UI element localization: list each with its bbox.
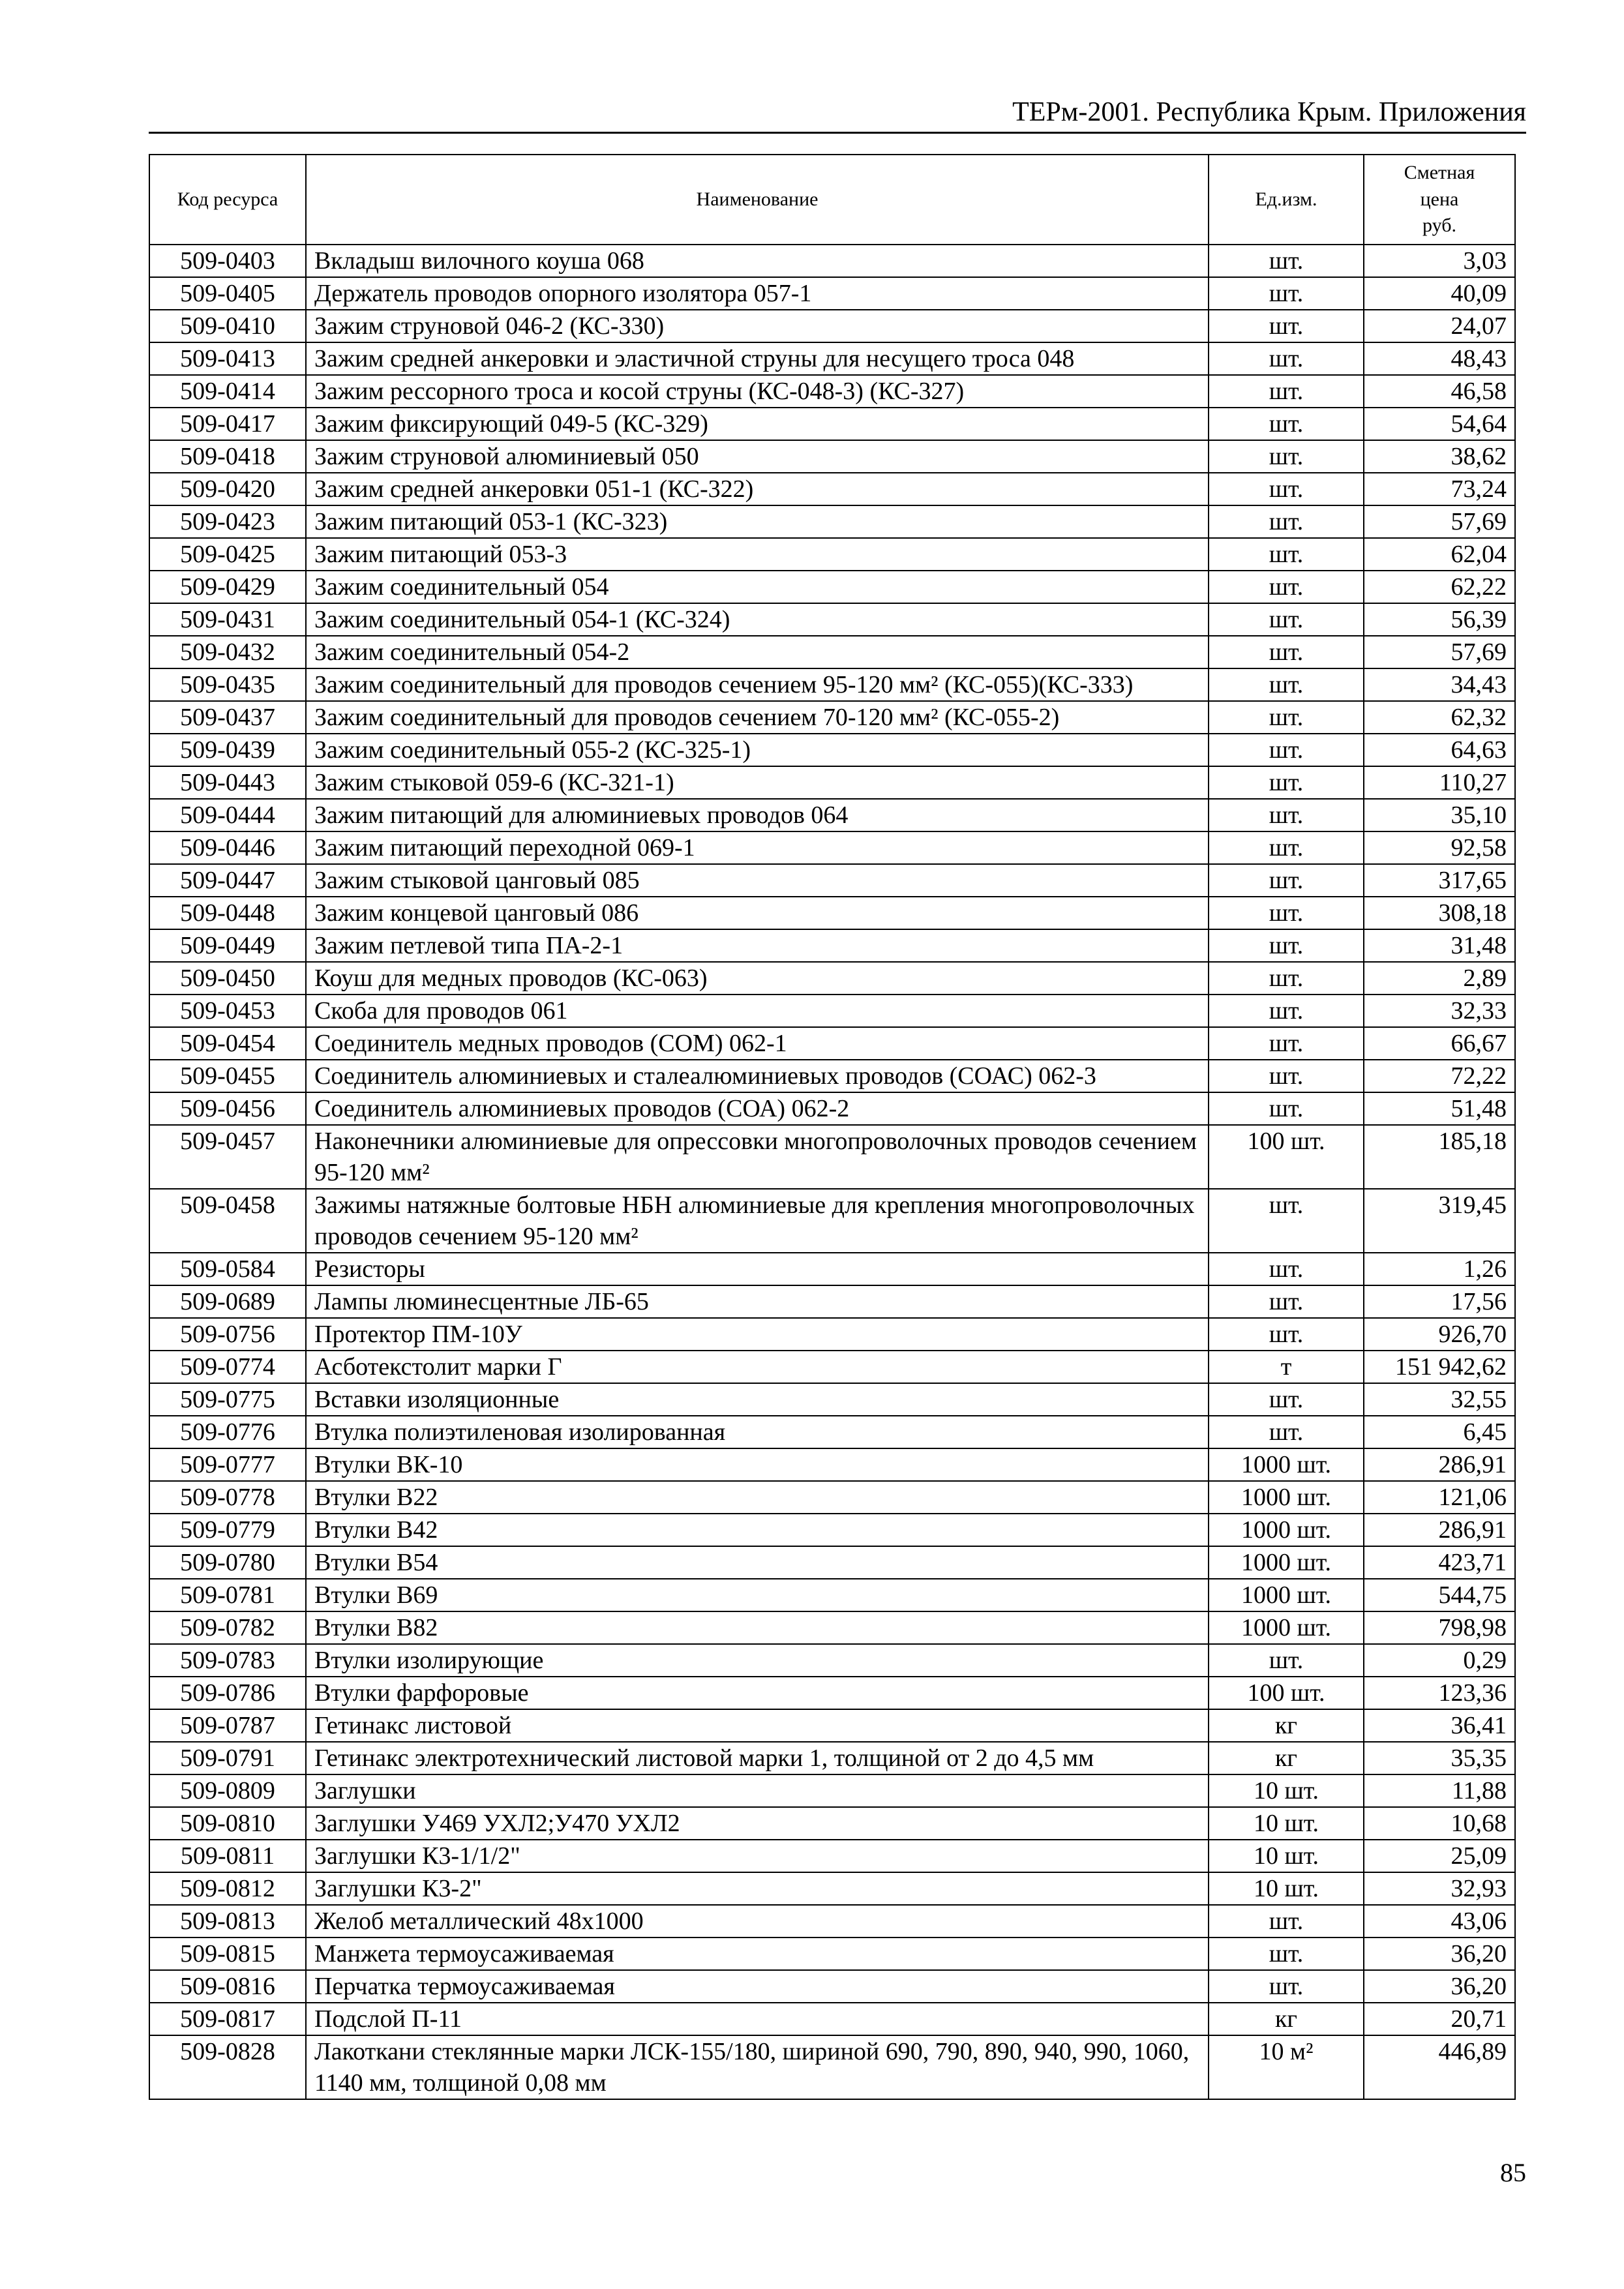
table-row (149, 668, 1515, 701)
unit-cell: 1000 шт. (1209, 1448, 1364, 1481)
resource-name-cell: Зажим питающий для алюминиевых проводов 064 (306, 799, 1209, 831)
resource-name-cell: Соединитель алюминиевых и сталеалюминиевых проводов (СОАС) 062-3 (306, 1060, 1209, 1092)
price-cell: 36,41 (1364, 1709, 1515, 1742)
table-row (149, 1611, 1515, 1644)
resource-name-cell: Заглушки У469 УХЛ2;У470 УХЛ2 (306, 1807, 1209, 1840)
unit-cell: шт. (1209, 897, 1364, 929)
unit-cell: шт. (1209, 1905, 1364, 1937)
unit-cell: 100 шт. (1209, 1677, 1364, 1709)
table-row (149, 1448, 1515, 1481)
price-cell: 6,45 (1364, 1416, 1515, 1448)
resource-name-cell: Втулки ВК-10 (306, 1448, 1209, 1481)
price-cell: 926,70 (1364, 1318, 1515, 1351)
resource-code-cell: 509-0779 (149, 1514, 306, 1546)
resource-name-cell: Гетинакс электротехнический листовой марки 1, толщиной от 2 до 4,5 мм (306, 1742, 1209, 1774)
table-header (149, 155, 1515, 245)
price-cell: 31,48 (1364, 929, 1515, 962)
unit-cell: 10 шт. (1209, 1840, 1364, 1872)
unit-cell: кг (1209, 1709, 1364, 1742)
resource-name-cell: Зажим питающий 053-3 (306, 538, 1209, 571)
price-cell: 32,55 (1364, 1383, 1515, 1416)
resource-name-cell: Гетинакс листовой (306, 1709, 1209, 1742)
price-cell: 38,62 (1364, 440, 1515, 473)
price-cell: 36,20 (1364, 1970, 1515, 2003)
resource-code-cell: 509-0783 (149, 1644, 306, 1677)
resource-code-cell: 509-0450 (149, 962, 306, 995)
resource-name-cell: Вставки изоляционные (306, 1383, 1209, 1416)
unit-cell: шт. (1209, 310, 1364, 342)
resource-code-cell: 509-0775 (149, 1383, 306, 1416)
table-row (149, 245, 1515, 277)
unit-cell: шт. (1209, 505, 1364, 538)
price-cell: 92,58 (1364, 831, 1515, 864)
unit-cell: шт. (1209, 1383, 1364, 1416)
table-row (149, 897, 1515, 929)
resource-code-cell: 509-0458 (149, 1189, 306, 1253)
resource-code-cell: 509-0435 (149, 668, 306, 701)
resource-name-cell: Лакоткани стеклянные марки ЛСК-155/180, шириной 690, 790, 890, 940, 990, 1060, 1140 мм, толщиной 0,08 мм (306, 2035, 1209, 2099)
table-row (149, 1416, 1515, 1448)
column-header-price: Сметная цена руб. (1364, 155, 1515, 245)
resource-name-cell: Заглушки К3-2" (306, 1872, 1209, 1905)
unit-cell: 100 шт. (1209, 1125, 1364, 1189)
resource-code-cell: 509-0453 (149, 995, 306, 1027)
resource-name-cell: Зажим фиксирующий 049-5 (КС-329) (306, 408, 1209, 440)
unit-cell: шт. (1209, 1970, 1364, 2003)
price-cell: 10,68 (1364, 1807, 1515, 1840)
table-row (149, 1774, 1515, 1807)
unit-cell: шт. (1209, 571, 1364, 603)
resource-code-cell: 509-0403 (149, 245, 306, 277)
resource-code-cell: 509-0815 (149, 1937, 306, 1970)
unit-cell: шт. (1209, 277, 1364, 310)
table-row (149, 734, 1515, 766)
resource-code-cell: 509-0417 (149, 408, 306, 440)
unit-cell: шт. (1209, 766, 1364, 799)
resource-name-cell: Желоб металлический 48х1000 (306, 1905, 1209, 1937)
resource-code-cell: 509-0584 (149, 1253, 306, 1285)
resource-code-cell: 509-0810 (149, 1807, 306, 1840)
resource-name-cell: Протектор ПМ-10У (306, 1318, 1209, 1351)
resource-code-cell: 509-0447 (149, 864, 306, 897)
unit-cell: шт. (1209, 1416, 1364, 1448)
table-row (149, 1027, 1515, 1060)
resource-price-table (149, 154, 1516, 2100)
resource-code-cell: 509-0787 (149, 1709, 306, 1742)
resource-name-cell: Зажим петлевой типа ПА-2-1 (306, 929, 1209, 962)
unit-cell: шт. (1209, 995, 1364, 1027)
unit-cell: шт. (1209, 1644, 1364, 1677)
resource-name-cell: Асботекстолит марки Г (306, 1351, 1209, 1383)
resource-name-cell: Зажим соединительный 054-2 (306, 636, 1209, 668)
unit-cell: шт. (1209, 962, 1364, 995)
price-cell: 317,65 (1364, 864, 1515, 897)
price-cell: 32,33 (1364, 995, 1515, 1027)
unit-cell: шт. (1209, 864, 1364, 897)
resource-name-cell: Манжета термоусаживаемая (306, 1937, 1209, 1970)
unit-cell: шт. (1209, 538, 1364, 571)
resource-name-cell: Зажим питающий 053-1 (КС-323) (306, 505, 1209, 538)
resource-name-cell: Коуш для медных проводов (КС-063) (306, 962, 1209, 995)
unit-cell: шт. (1209, 408, 1364, 440)
table-row (149, 408, 1515, 440)
unit-cell: 10 шт. (1209, 1807, 1364, 1840)
table-row (149, 1677, 1515, 1709)
price-cell: 57,69 (1364, 636, 1515, 668)
price-cell: 20,71 (1364, 2003, 1515, 2035)
price-cell: 40,09 (1364, 277, 1515, 310)
resource-name-cell: Зажимы натяжные болтовые НБН алюминиевые для крепления многопроволочных проводов сечением 95-120 мм² (306, 1189, 1209, 1253)
price-cell: 25,09 (1364, 1840, 1515, 1872)
table-row (149, 603, 1515, 636)
table-row (149, 962, 1515, 995)
resource-code-cell: 509-0455 (149, 1060, 306, 1092)
resource-name-cell: Втулки В22 (306, 1481, 1209, 1514)
table-row (149, 1709, 1515, 1742)
unit-cell: т (1209, 1351, 1364, 1383)
table-row (149, 1970, 1515, 2003)
price-cell: 35,10 (1364, 799, 1515, 831)
resource-name-cell: Зажим соединительный для проводов сечением 95-120 мм² (КС-055)(КС-333) (306, 668, 1209, 701)
unit-cell: 1000 шт. (1209, 1579, 1364, 1611)
unit-cell: шт. (1209, 831, 1364, 864)
price-cell: 11,88 (1364, 1774, 1515, 1807)
table-row (149, 310, 1515, 342)
table-row (149, 1285, 1515, 1318)
unit-cell: шт. (1209, 799, 1364, 831)
price-cell: 17,56 (1364, 1285, 1515, 1318)
column-header-code: Код ресурса (149, 155, 306, 245)
unit-cell: шт. (1209, 1937, 1364, 1970)
price-cell: 62,32 (1364, 701, 1515, 734)
price-cell: 308,18 (1364, 897, 1515, 929)
unit-cell: шт. (1209, 668, 1364, 701)
resource-name-cell: Втулки В54 (306, 1546, 1209, 1579)
resource-code-cell: 509-0774 (149, 1351, 306, 1383)
table-body (149, 245, 1515, 2099)
resource-code-cell: 509-0756 (149, 1318, 306, 1351)
unit-cell: шт. (1209, 1318, 1364, 1351)
unit-cell: 10 м² (1209, 2035, 1364, 2099)
resource-code-cell: 509-0414 (149, 375, 306, 408)
price-cell: 73,24 (1364, 473, 1515, 505)
resource-name-cell: Заглушки К3-1/1/2" (306, 1840, 1209, 1872)
table-row (149, 1742, 1515, 1774)
resource-code-cell: 509-0423 (149, 505, 306, 538)
resource-name-cell: Зажим средней анкеровки 051-1 (КС-322) (306, 473, 1209, 505)
resource-code-cell: 509-0429 (149, 571, 306, 603)
resource-code-cell: 509-0778 (149, 1481, 306, 1514)
unit-cell: шт. (1209, 473, 1364, 505)
price-cell: 2,89 (1364, 962, 1515, 995)
resource-name-cell: Резисторы (306, 1253, 1209, 1285)
resource-code-cell: 509-0776 (149, 1416, 306, 1448)
resource-code-cell: 509-0781 (149, 1579, 306, 1611)
unit-cell: шт. (1209, 734, 1364, 766)
resource-code-cell: 509-0446 (149, 831, 306, 864)
resource-code-cell: 509-0811 (149, 1840, 306, 1872)
resource-name-cell: Перчатка термоусаживаемая (306, 1970, 1209, 2003)
table-row (149, 799, 1515, 831)
table-row (149, 1125, 1515, 1189)
table-row (149, 929, 1515, 962)
table-row (149, 636, 1515, 668)
price-cell: 123,36 (1364, 1677, 1515, 1709)
resource-code-cell: 509-0413 (149, 342, 306, 375)
resource-name-cell: Втулки В82 (306, 1611, 1209, 1644)
resource-code-cell: 509-0817 (149, 2003, 306, 2035)
resource-code-cell: 509-0780 (149, 1546, 306, 1579)
unit-cell: 1000 шт. (1209, 1514, 1364, 1546)
resource-name-cell: Втулка полиэтиленовая изолированная (306, 1416, 1209, 1448)
table-row (149, 538, 1515, 571)
resource-name-cell: Зажим стыковой 059-6 (КС-321-1) (306, 766, 1209, 799)
resource-code-cell: 509-0813 (149, 1905, 306, 1937)
price-cell: 34,43 (1364, 668, 1515, 701)
page-header-title: ТЕРм-2001. Республика Крым. Приложения (1012, 97, 1526, 127)
table-row (149, 1318, 1515, 1351)
resource-name-cell: Заглушки (306, 1774, 1209, 1807)
resource-code-cell: 509-0456 (149, 1092, 306, 1125)
resource-code-cell: 509-0405 (149, 277, 306, 310)
resource-name-cell: Зажим соединительный 054 (306, 571, 1209, 603)
unit-cell: шт. (1209, 1189, 1364, 1253)
resource-code-cell: 509-0454 (149, 1027, 306, 1060)
price-cell: 544,75 (1364, 1579, 1515, 1611)
unit-cell: шт. (1209, 1285, 1364, 1318)
table-row (149, 571, 1515, 603)
table-row (149, 342, 1515, 375)
resource-name-cell: Зажим струновой 046-2 (КС-330) (306, 310, 1209, 342)
resource-name-cell: Втулки В69 (306, 1579, 1209, 1611)
unit-cell: шт. (1209, 375, 1364, 408)
unit-cell: 1000 шт. (1209, 1481, 1364, 1514)
resource-price-table-container (149, 154, 1514, 2100)
price-cell: 72,22 (1364, 1060, 1515, 1092)
table-row (149, 440, 1515, 473)
resource-name-cell: Зажим рессорного троса и косой струны (КС-048-3) (КС-327) (306, 375, 1209, 408)
price-cell: 62,22 (1364, 571, 1515, 603)
resource-code-cell: 509-0439 (149, 734, 306, 766)
price-cell: 286,91 (1364, 1514, 1515, 1546)
table-row (149, 505, 1515, 538)
resource-code-cell: 509-0828 (149, 2035, 306, 2099)
price-cell: 423,71 (1364, 1546, 1515, 1579)
price-cell: 62,04 (1364, 538, 1515, 571)
table-row (149, 2003, 1515, 2035)
unit-cell: шт. (1209, 636, 1364, 668)
unit-cell: кг (1209, 1742, 1364, 1774)
price-cell: 54,64 (1364, 408, 1515, 440)
resource-code-cell: 509-0782 (149, 1611, 306, 1644)
price-cell: 43,06 (1364, 1905, 1515, 1937)
price-cell: 51,48 (1364, 1092, 1515, 1125)
table-row (149, 1253, 1515, 1285)
resource-code-cell: 509-0786 (149, 1677, 306, 1709)
resource-name-cell: Втулки В42 (306, 1514, 1209, 1546)
resource-name-cell: Подслой П-11 (306, 2003, 1209, 2035)
resource-name-cell: Зажим концевой цанговый 086 (306, 897, 1209, 929)
price-cell: 286,91 (1364, 1448, 1515, 1481)
unit-cell: кг (1209, 2003, 1364, 2035)
table-row (149, 1807, 1515, 1840)
resource-name-cell: Держатель проводов опорного изолятора 057-1 (306, 277, 1209, 310)
resource-code-cell: 509-0410 (149, 310, 306, 342)
table-row (149, 277, 1515, 310)
table-row (149, 766, 1515, 799)
table-row (149, 1189, 1515, 1253)
unit-cell: шт. (1209, 245, 1364, 277)
price-cell: 319,45 (1364, 1189, 1515, 1253)
table-row (149, 831, 1515, 864)
resource-name-cell: Зажим струновой алюминиевый 050 (306, 440, 1209, 473)
resource-code-cell: 509-0777 (149, 1448, 306, 1481)
resource-code-cell: 509-0443 (149, 766, 306, 799)
unit-cell: 1000 шт. (1209, 1611, 1364, 1644)
table-row (149, 995, 1515, 1027)
price-cell: 64,63 (1364, 734, 1515, 766)
unit-cell: шт. (1209, 440, 1364, 473)
table-row (149, 1383, 1515, 1416)
resource-code-cell: 509-0448 (149, 897, 306, 929)
table-row (149, 1579, 1515, 1611)
resource-code-cell: 509-0418 (149, 440, 306, 473)
resource-name-cell: Соединитель алюминиевых проводов (СОА) 062-2 (306, 1092, 1209, 1125)
resource-code-cell: 509-0431 (149, 603, 306, 636)
price-cell: 110,27 (1364, 766, 1515, 799)
price-cell: 66,67 (1364, 1027, 1515, 1060)
table-row (149, 864, 1515, 897)
unit-cell: шт. (1209, 342, 1364, 375)
price-cell: 3,03 (1364, 245, 1515, 277)
price-cell: 56,39 (1364, 603, 1515, 636)
resource-code-cell: 509-0437 (149, 701, 306, 734)
unit-cell: 10 шт. (1209, 1774, 1364, 1807)
unit-cell: шт. (1209, 603, 1364, 636)
table-row (149, 375, 1515, 408)
resource-name-cell: Вкладыш вилочного коуша 068 (306, 245, 1209, 277)
resource-name-cell: Скоба для проводов 061 (306, 995, 1209, 1027)
resource-name-cell: Втулки изолирующие (306, 1644, 1209, 1677)
price-cell: 185,18 (1364, 1125, 1515, 1189)
price-cell: 151 942,62 (1364, 1351, 1515, 1383)
unit-cell: шт. (1209, 1060, 1364, 1092)
table-row (149, 1905, 1515, 1937)
resource-code-cell: 509-0425 (149, 538, 306, 571)
table-header-row (149, 155, 1515, 245)
table-row (149, 2035, 1515, 2099)
table-row (149, 1546, 1515, 1579)
table-row (149, 1644, 1515, 1677)
price-cell: 46,58 (1364, 375, 1515, 408)
price-cell: 446,89 (1364, 2035, 1515, 2099)
table-row (149, 1514, 1515, 1546)
resource-code-cell: 509-0420 (149, 473, 306, 505)
unit-cell: 1000 шт. (1209, 1546, 1364, 1579)
resource-name-cell: Втулки фарфоровые (306, 1677, 1209, 1709)
price-cell: 24,07 (1364, 310, 1515, 342)
table-row (149, 473, 1515, 505)
resource-code-cell: 509-0809 (149, 1774, 306, 1807)
column-header-name: Наименование (306, 155, 1209, 245)
price-cell: 57,69 (1364, 505, 1515, 538)
resource-name-cell: Зажим соединительный 054-1 (КС-324) (306, 603, 1209, 636)
unit-cell: шт. (1209, 1027, 1364, 1060)
unit-cell: 10 шт. (1209, 1872, 1364, 1905)
resource-code-cell: 509-0689 (149, 1285, 306, 1318)
resource-name-cell: Зажим средней анкеровки и эластичной струны для несущего троса 048 (306, 342, 1209, 375)
price-cell: 32,93 (1364, 1872, 1515, 1905)
resource-name-cell: Зажим стыковой цанговый 085 (306, 864, 1209, 897)
resource-name-cell: Зажим питающий переходной 069-1 (306, 831, 1209, 864)
column-header-unit: Ед.изм. (1209, 155, 1364, 245)
table-row (149, 701, 1515, 734)
unit-cell: шт. (1209, 929, 1364, 962)
unit-cell: шт. (1209, 1253, 1364, 1285)
price-cell: 121,06 (1364, 1481, 1515, 1514)
resource-code-cell: 509-0791 (149, 1742, 306, 1774)
unit-cell: шт. (1209, 1092, 1364, 1125)
table-row (149, 1060, 1515, 1092)
resource-code-cell: 509-0816 (149, 1970, 306, 2003)
resource-name-cell: Лампы люминесцентные ЛБ-65 (306, 1285, 1209, 1318)
price-cell: 36,20 (1364, 1937, 1515, 1970)
resource-code-cell: 509-0444 (149, 799, 306, 831)
price-cell: 48,43 (1364, 342, 1515, 375)
table-row (149, 1481, 1515, 1514)
resource-name-cell: Зажим соединительный для проводов сечением 70-120 мм² (КС-055-2) (306, 701, 1209, 734)
resource-name-cell: Зажим соединительный 055-2 (КС-325-1) (306, 734, 1209, 766)
table-row (149, 1092, 1515, 1125)
table-row (149, 1872, 1515, 1905)
resource-name-cell: Соединитель медных проводов (СОМ) 062-1 (306, 1027, 1209, 1060)
table-row (149, 1840, 1515, 1872)
price-cell: 35,35 (1364, 1742, 1515, 1774)
resource-code-cell: 509-0432 (149, 636, 306, 668)
price-cell: 798,98 (1364, 1611, 1515, 1644)
unit-cell: шт. (1209, 701, 1364, 734)
resource-code-cell: 509-0449 (149, 929, 306, 962)
header-divider (149, 132, 1526, 134)
resource-name-cell: Наконечники алюминиевые для опрессовки многопроволочных проводов сечением 95-120 мм² (306, 1125, 1209, 1189)
price-cell: 0,29 (1364, 1644, 1515, 1677)
page-number: 85 (1500, 2158, 1526, 2187)
resource-code-cell: 509-0812 (149, 1872, 306, 1905)
table-row (149, 1351, 1515, 1383)
price-cell: 1,26 (1364, 1253, 1515, 1285)
resource-code-cell: 509-0457 (149, 1125, 306, 1189)
table-row (149, 1937, 1515, 1970)
